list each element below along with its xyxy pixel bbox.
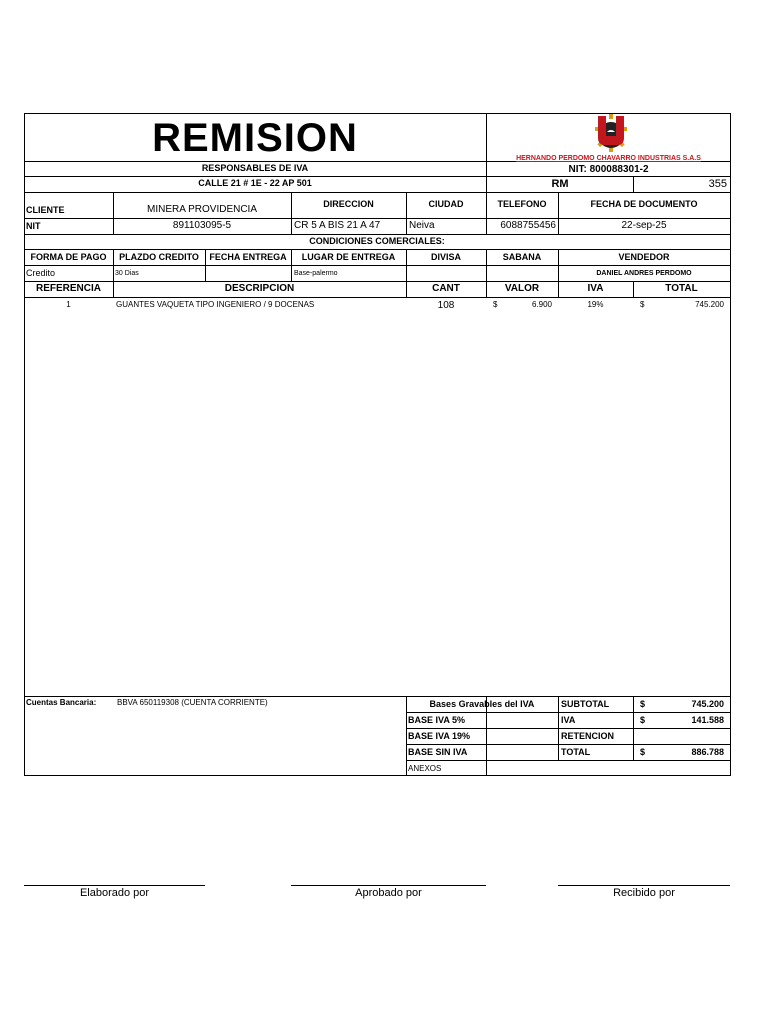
- grand-total-currency: $: [640, 747, 646, 757]
- row-valor-currency: $: [493, 300, 498, 309]
- telefono-value: 6088755456: [500, 220, 556, 231]
- direccion-label: DIRECCION: [323, 199, 374, 209]
- ciudad-value: Neiva: [409, 220, 435, 231]
- signature-line-recibido: [558, 885, 730, 886]
- base-iva-19-label: BASE IVA 19%: [408, 731, 471, 741]
- company-address: CALLE 21 # 1E - 22 AP 501: [198, 178, 312, 188]
- grand-total-label: TOTAL: [561, 747, 591, 757]
- lugar-entrega-label: LUGAR DE ENTREGA: [301, 252, 396, 262]
- anexos-label: ANEXOS: [408, 764, 442, 773]
- subtotal-currency: $: [640, 699, 646, 709]
- lugar-entrega-value: Base-palermo: [294, 270, 338, 277]
- cuentas-value: BBVA 650119308 (CUENTA CORRIENTE): [117, 698, 268, 707]
- row-iva: 19%: [587, 300, 604, 309]
- fecha-documento-value: 22-sep-25: [621, 220, 667, 231]
- nit-value: 891103095-5: [172, 220, 232, 231]
- iva-total-value: 141.588: [691, 715, 724, 725]
- row-total: 745.200: [695, 300, 724, 309]
- company-nit: NIT: 800088301-2: [568, 164, 649, 175]
- row-descripcion: GUANTES VAQUETA TIPO INGENIERO / 9 DOCENAS: [116, 300, 315, 309]
- fecha-entrega-label: FECHA ENTREGA: [209, 252, 287, 262]
- plazo-credito-value: 30 Dias: [115, 270, 139, 277]
- condiciones-title: CONDICIONES COMERCIALES:: [309, 236, 445, 246]
- base-sin-iva-label: BASE SIN IVA: [408, 747, 468, 757]
- company-logo: [592, 113, 630, 153]
- subtotal-label: SUBTOTAL: [561, 699, 610, 709]
- forma-pago-value: Credito: [26, 268, 56, 278]
- cliente-value: MINERA PROVIDENCIA: [146, 204, 258, 215]
- col-valor: VALOR: [504, 283, 540, 294]
- sabana-label: SABANA: [502, 252, 542, 262]
- col-cant: CANT: [432, 283, 460, 294]
- col-referencia: REFERENCIA: [35, 283, 101, 294]
- col-total: TOTAL: [665, 283, 698, 294]
- document-title: REMISION: [152, 116, 358, 160]
- iva-total-label: IVA: [561, 715, 576, 725]
- retencion-label: RETENCION: [561, 731, 615, 741]
- vendedor-label: VENDEDOR: [618, 252, 670, 262]
- iva-total-currency: $: [640, 715, 646, 725]
- ciudad-label: CIUDAD: [428, 199, 464, 209]
- divisa-label: DIVISA: [430, 252, 461, 262]
- vendedor-value: DANIEL ANDRES PERDOMO: [596, 270, 692, 277]
- forma-pago-label: FORMA DE PAGO: [30, 252, 107, 262]
- nit-label: NIT: [26, 221, 41, 231]
- fecha-documento-label: FECHA DE DOCUMENTO: [590, 199, 698, 209]
- telefono-label: TELEFONO: [497, 199, 547, 209]
- row-cant: 108: [437, 300, 455, 311]
- row-valor: 6.900: [531, 300, 552, 309]
- cliente-label: CLIENTE: [26, 205, 65, 215]
- signature-elaborado: Elaborado por: [79, 887, 150, 899]
- signature-aprobado: Aprobado por: [355, 887, 422, 899]
- direccion-value: CR 5 A BIS 21 A 47: [294, 220, 381, 231]
- col-descripcion: DESCRIPCION: [224, 283, 295, 294]
- responsables-label: RESPONSABLES DE IVA: [201, 163, 309, 173]
- col-iva: IVA: [587, 283, 604, 294]
- subtotal-value: 745.200: [691, 699, 724, 709]
- signature-recibido: Recibido por: [613, 887, 675, 899]
- row-referencia: 1: [66, 300, 71, 309]
- company-name: HERNANDO PERDOMO CHAVARRO INDUSTRIAS S.A.S: [516, 155, 701, 162]
- document-number: 355: [708, 178, 727, 190]
- base-iva-5-label: BASE IVA 5%: [408, 715, 466, 725]
- row-total-currency: $: [640, 300, 645, 309]
- bases-gravables-title: Bases Gravables del IVA: [429, 699, 535, 709]
- grand-total-value: 886.788: [691, 747, 724, 757]
- document-type: RM: [551, 178, 569, 190]
- signature-line-aprobado: [291, 885, 486, 886]
- plazo-credito-label: PLAZDO CREDITO: [119, 252, 199, 262]
- signature-line-elaborado: [24, 885, 205, 886]
- cuentas-label: Cuentas Bancaria:: [26, 698, 97, 707]
